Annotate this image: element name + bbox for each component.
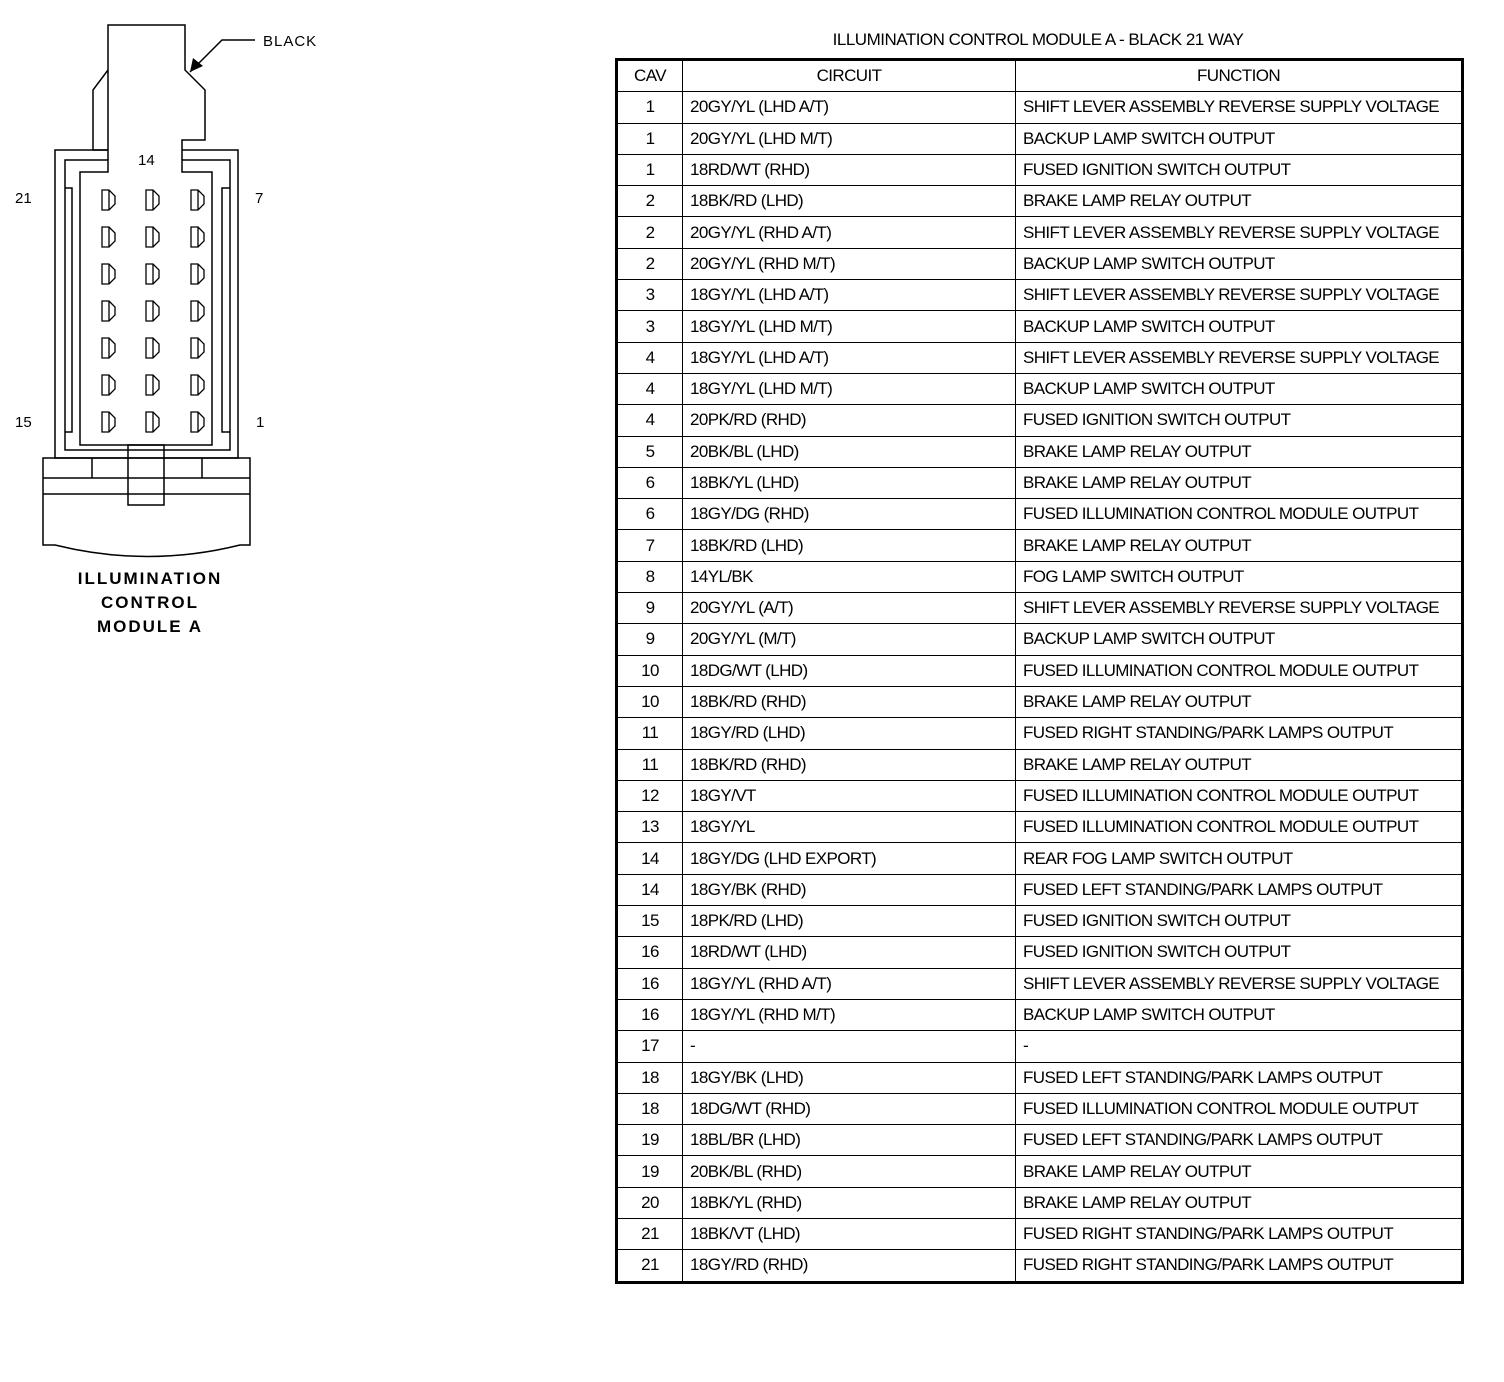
cav-cell: 9 [617,593,683,624]
cav-cell: 12 [617,780,683,811]
function-cell: FUSED RIGHT STANDING/PARK LAMPS OUTPUT [1016,1218,1463,1249]
header-function: FUNCTION [1016,60,1463,92]
pin-cavity [102,301,115,321]
cav-cell: 18 [617,1062,683,1093]
module-name-line-2: CONTROL [100,593,200,612]
function-cell: BRAKE LAMP RELAY OUTPUT [1016,530,1463,561]
cav-cell: 15 [617,906,683,937]
pin-cavity [146,338,159,358]
cav-cell: 7 [617,530,683,561]
table-row [617,1093,1463,1124]
circuit-cell: 18DG/WT (RHD) [683,1093,1016,1124]
cav-cell: 1 [617,154,683,185]
connector-key [128,445,164,505]
function-cell: SHIFT LEVER ASSEMBLY REVERSE SUPPLY VOLTAGE [1016,217,1463,248]
function-cell: FUSED ILLUMINATION CONTROL MODULE OUTPUT [1016,499,1463,530]
function-cell: FUSED LEFT STANDING/PARK LAMPS OUTPUT [1016,1062,1463,1093]
pin-cavity [102,264,115,284]
pin-cavity [102,412,115,432]
circuit-cell: 20GY/YL (LHD M/T) [683,123,1016,154]
cav-cell: 9 [617,624,683,655]
function-cell: BACKUP LAMP SWITCH OUTPUT [1016,311,1463,342]
table-row [617,342,1463,373]
pin-label-lower-right: 1 [256,414,265,431]
table-row [617,123,1463,154]
function-cell: BACKUP LAMP SWITCH OUTPUT [1016,624,1463,655]
table-row [617,655,1463,686]
function-cell: SHIFT LEVER ASSEMBLY REVERSE SUPPLY VOLTAGE [1016,92,1463,123]
function-cell: FUSED ILLUMINATION CONTROL MODULE OUTPUT [1016,780,1463,811]
table-row [617,311,1463,342]
table-row [617,405,1463,436]
cav-cell: 5 [617,436,683,467]
cav-cell: 13 [617,812,683,843]
circuit-cell: 18GY/YL (RHD A/T) [683,968,1016,999]
header-circuit: CIRCUIT [683,60,1016,92]
circuit-cell: 18BK/RD (RHD) [683,686,1016,717]
cav-cell: 3 [617,280,683,311]
pin-cavity [191,338,204,358]
table-header-row [617,60,1463,92]
cav-cell: 14 [617,874,683,905]
function-cell: FUSED ILLUMINATION CONTROL MODULE OUTPUT [1016,812,1463,843]
function-cell: BRAKE LAMP RELAY OUTPUT [1016,467,1463,498]
cav-cell: 1 [617,92,683,123]
cav-cell: 20 [617,1187,683,1218]
circuit-cell: 18GY/RD (LHD) [683,718,1016,749]
connector-lower-body [43,458,250,557]
circuit-cell: 18BL/BR (LHD) [683,1125,1016,1156]
function-cell: BRAKE LAMP RELAY OUTPUT [1016,686,1463,717]
table-row [617,874,1463,905]
circuit-cell: 18GY/YL (LHD A/T) [683,280,1016,311]
circuit-cell: 20PK/RD (RHD) [683,405,1016,436]
function-cell: BRAKE LAMP RELAY OUTPUT [1016,749,1463,780]
table-row [617,1125,1463,1156]
circuit-cell: 18RD/WT (RHD) [683,154,1016,185]
function-cell: BRAKE LAMP RELAY OUTPUT [1016,436,1463,467]
cav-cell: 4 [617,405,683,436]
circuit-cell: 20GY/YL (RHD A/T) [683,217,1016,248]
table-row [617,937,1463,968]
cav-cell: 6 [617,467,683,498]
cav-cell: 19 [617,1156,683,1187]
table-row [617,186,1463,217]
pin-label-top: 14 [138,152,155,169]
function-cell: SHIFT LEVER ASSEMBLY REVERSE SUPPLY VOLTAGE [1016,968,1463,999]
cav-cell: 21 [617,1250,683,1282]
cav-cell: 3 [617,311,683,342]
connector-housing-inner [65,160,230,450]
function-cell: FUSED RIGHT STANDING/PARK LAMPS OUTPUT [1016,718,1463,749]
function-cell: BACKUP LAMP SWITCH OUTPUT [1016,248,1463,279]
function-cell: SHIFT LEVER ASSEMBLY REVERSE SUPPLY VOLTAGE [1016,280,1463,311]
cav-cell: 19 [617,1125,683,1156]
cav-cell: 2 [617,186,683,217]
table-row [617,843,1463,874]
connector-side-notch-left [65,188,72,432]
pin-cavity [146,375,159,395]
circuit-cell: 20BK/BL (RHD) [683,1156,1016,1187]
pin-cavity [191,301,204,321]
function-cell: BACKUP LAMP SWITCH OUTPUT [1016,123,1463,154]
cav-cell: 11 [617,718,683,749]
cav-cell: 16 [617,968,683,999]
function-cell: BRAKE LAMP RELAY OUTPUT [1016,1187,1463,1218]
function-cell: FUSED ILLUMINATION CONTROL MODULE OUTPUT [1016,1093,1463,1124]
header-cav: CAV [617,60,683,92]
table-title: ILLUMINATION CONTROL MODULE A - BLACK 21 WAY [832,30,1244,49]
table-row [617,217,1463,248]
pin-cavity [102,227,115,247]
function-cell: BRAKE LAMP RELAY OUTPUT [1016,1156,1463,1187]
table-row [617,248,1463,279]
pin-cavity-grid [102,190,204,432]
table-row [617,499,1463,530]
cav-cell: 2 [617,217,683,248]
circuit-cell: 20GY/YL (LHD A/T) [683,92,1016,123]
table-row [617,1250,1463,1282]
table-row [617,812,1463,843]
table-row [617,999,1463,1030]
table-row [617,749,1463,780]
cav-cell: 4 [617,373,683,404]
circuit-cell: 18GY/DG (LHD EXPORT) [683,843,1016,874]
pin-cavity [191,227,204,247]
cav-cell: 16 [617,999,683,1030]
circuit-cell: 18GY/BK (RHD) [683,874,1016,905]
pin-label-upper-left: 21 [15,190,32,207]
function-cell: FUSED IGNITION SWITCH OUTPUT [1016,154,1463,185]
circuit-cell: 18GY/DG (RHD) [683,499,1016,530]
connector-diagram [0,0,600,660]
table-row [617,624,1463,655]
circuit-cell: 18GY/YL (LHD A/T) [683,342,1016,373]
circuit-cell: 18GY/RD (RHD) [683,1250,1016,1282]
circuit-cell: 18BK/RD (LHD) [683,186,1016,217]
cav-cell: 14 [617,843,683,874]
circuit-cell: 20GY/YL (A/T) [683,593,1016,624]
module-name-line-3: MODULE A [96,617,204,636]
circuit-cell: 18GY/VT [683,780,1016,811]
circuit-cell: 20GY/YL (M/T) [683,624,1016,655]
circuit-cell: 18GY/BK (LHD) [683,1062,1016,1093]
pin-cavity [146,227,159,247]
table-row [617,1031,1463,1062]
pin-cavity [146,412,159,432]
pin-cavity [102,375,115,395]
cav-cell: 11 [617,749,683,780]
table-row [617,718,1463,749]
pin-cavity [191,264,204,284]
table-row [617,1156,1463,1187]
pinout-table [615,58,1464,1284]
circuit-cell: - [683,1031,1016,1062]
cav-cell: 16 [617,937,683,968]
function-cell: BRAKE LAMP RELAY OUTPUT [1016,186,1463,217]
table-row [617,1062,1463,1093]
function-cell: FUSED RIGHT STANDING/PARK LAMPS OUTPUT [1016,1250,1463,1282]
pin-cavity [146,264,159,284]
connector-latch [93,25,205,150]
function-cell: - [1016,1031,1463,1062]
table-row [617,561,1463,592]
circuit-cell: 18GY/YL [683,812,1016,843]
circuit-cell: 18GY/YL (RHD M/T) [683,999,1016,1030]
table-row [617,968,1463,999]
table-row [617,92,1463,123]
cav-cell: 1 [617,123,683,154]
cav-cell: 2 [617,248,683,279]
function-cell: BACKUP LAMP SWITCH OUTPUT [1016,373,1463,404]
table-row [617,467,1463,498]
table-row [617,436,1463,467]
circuit-cell: 18GY/YL (LHD M/T) [683,373,1016,404]
pin-cavity [146,301,159,321]
function-cell: FUSED IGNITION SWITCH OUTPUT [1016,937,1463,968]
circuit-cell: 18BK/RD (LHD) [683,530,1016,561]
connector-color-label: BLACK [263,33,318,50]
cav-cell: 10 [617,686,683,717]
pin-cavity [102,338,115,358]
table-row [617,1218,1463,1249]
table-row [617,593,1463,624]
function-cell: BACKUP LAMP SWITCH OUTPUT [1016,999,1463,1030]
function-cell: SHIFT LEVER ASSEMBLY REVERSE SUPPLY VOLTAGE [1016,342,1463,373]
pin-cavity [102,190,115,210]
table-body [617,92,1463,1282]
circuit-cell: 18BK/YL (RHD) [683,1187,1016,1218]
function-cell: FUSED IGNITION SWITCH OUTPUT [1016,405,1463,436]
cav-cell: 8 [617,561,683,592]
pin-label-upper-right: 7 [255,190,264,207]
table-row [617,780,1463,811]
circuit-cell: 18PK/RD (LHD) [683,906,1016,937]
color-callout [190,40,255,72]
circuit-cell: 18BK/RD (RHD) [683,749,1016,780]
function-cell: SHIFT LEVER ASSEMBLY REVERSE SUPPLY VOLTAGE [1016,593,1463,624]
pin-cavity [146,190,159,210]
circuit-cell: 20BK/BL (LHD) [683,436,1016,467]
module-name-line-1: ILLUMINATION [77,569,223,588]
pin-label-lower-left: 15 [15,414,32,431]
circuit-cell: 18GY/YL (LHD M/T) [683,311,1016,342]
function-cell: FOG LAMP SWITCH OUTPUT [1016,561,1463,592]
cav-cell: 18 [617,1093,683,1124]
table-row [617,280,1463,311]
circuit-cell: 18DG/WT (LHD) [683,655,1016,686]
function-cell: FUSED ILLUMINATION CONTROL MODULE OUTPUT [1016,655,1463,686]
table-row [617,686,1463,717]
circuit-cell: 20GY/YL (RHD M/T) [683,248,1016,279]
table-row [617,1187,1463,1218]
pin-cavity [191,375,204,395]
pin-cavity [191,412,204,432]
function-cell: FUSED LEFT STANDING/PARK LAMPS OUTPUT [1016,1125,1463,1156]
circuit-cell: 18BK/VT (LHD) [683,1218,1016,1249]
circuit-cell: 18RD/WT (LHD) [683,937,1016,968]
circuit-cell: 14YL/BK [683,561,1016,592]
table-row [617,373,1463,404]
cav-cell: 21 [617,1218,683,1249]
cav-cell: 10 [617,655,683,686]
table-row [617,530,1463,561]
connector-lower-bands [43,458,250,494]
cav-cell: 17 [617,1031,683,1062]
function-cell: FUSED IGNITION SWITCH OUTPUT [1016,906,1463,937]
table-row [617,154,1463,185]
circuit-cell: 18BK/YL (LHD) [683,467,1016,498]
function-cell: REAR FOG LAMP SWITCH OUTPUT [1016,843,1463,874]
function-cell: FUSED LEFT STANDING/PARK LAMPS OUTPUT [1016,874,1463,905]
connector-side-notch-right [222,188,230,432]
cav-cell: 4 [617,342,683,373]
table-row [617,906,1463,937]
pin-cavity [191,190,204,210]
cav-cell: 6 [617,499,683,530]
